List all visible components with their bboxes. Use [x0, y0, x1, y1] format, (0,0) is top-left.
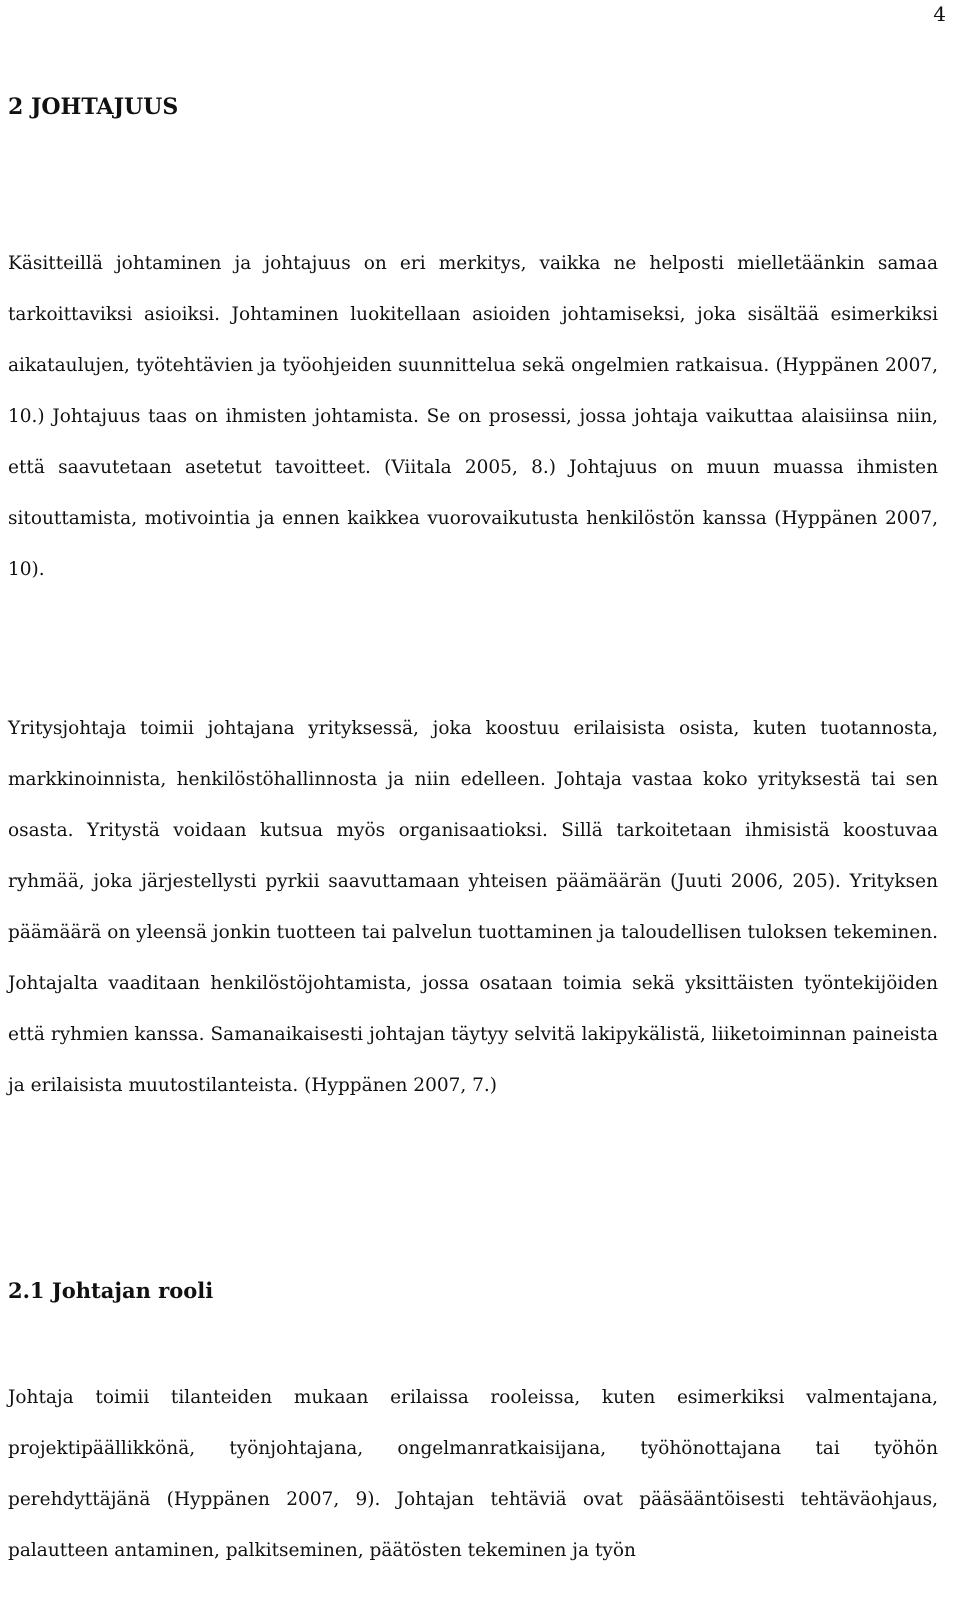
body-paragraph: Johtaja toimii tilanteiden mukaan erilaissa rooleissa, kuten esimerkiksi valmentajana, projektipäällikkönä, työnjohtajana, ongelmanratkaisijana, työhönottajana tai työhön perehdyttäjänä (Hyppänen 2007, 9). Johtajan tehtäviä ovat pääsääntöisesti tehtäväohjaus, palautteen antaminen, palkitseminen, päätösten tekeminen ja työn — [8, 1387, 938, 1561]
subsection-heading: 2.1 Johtajan rooli — [8, 1278, 214, 1303]
body-paragraph: Käsitteillä johtaminen ja johtajuus on eri merkitys, vaikka ne helposti mielletäänkin samaa tarkoittaviksi asioiksi. Johtaminen luokitellaan asioiden johtamiseksi, joka sisältää esimerkiksi aikataulujen, työtehtävien ja työohjeiden suunnittelua sekä ongelmien ratkaisua. (Hyppänen 2007, 10.) Johtajuus taas on ihmisten johtamista. Se on prosessi, jossa johtaja vaikuttaa alaisiinsa niin, että saavutetaan asetetut tavoitteet. (Viitala 2005, 8.) Johtajuus on muun muassa ihmisten sitouttamista, motivointia ja ennen kaikkea vuorovaikutusta henkilöstön kanssa (Hyppänen 2007, 10). — [8, 253, 938, 580]
page-number: 4 — [933, 2, 946, 26]
section-heading: 2 JOHTAJUUS — [8, 94, 179, 120]
body-paragraph: Yritysjohtaja toimii johtajana yrityksessä, joka koostuu erilaisista osista, kuten tuotannosta, markkinoinnista, henkilöstöhallinnosta ja niin edelleen. Johtaja vastaa koko yrityksestä tai sen osasta. Yritystä voidaan kutsua myös organisaatioksi. Sillä tarkoitetaan ihmisistä koostuvaa ryhmää, joka järjestellysti pyrkii saavuttamaan yhteisen päämäärän (Juuti 2006, 205). Yrityksen päämäärä on yleensä jonkin tuotteen tai palvelun tuottaminen ja taloudellisen tuloksen tekeminen. Johtajalta vaaditaan henkilöstöjohtamista, jossa osataan toimia sekä yksittäisten työntekijöiden että ryhmien kanssa. Samanaikaisesti johtajan täytyy selvitä lakipykälistä, liiketoiminnan paineista ja erilaisista muutostilanteista. (Hyppänen 2007, 7.) — [8, 718, 938, 1096]
